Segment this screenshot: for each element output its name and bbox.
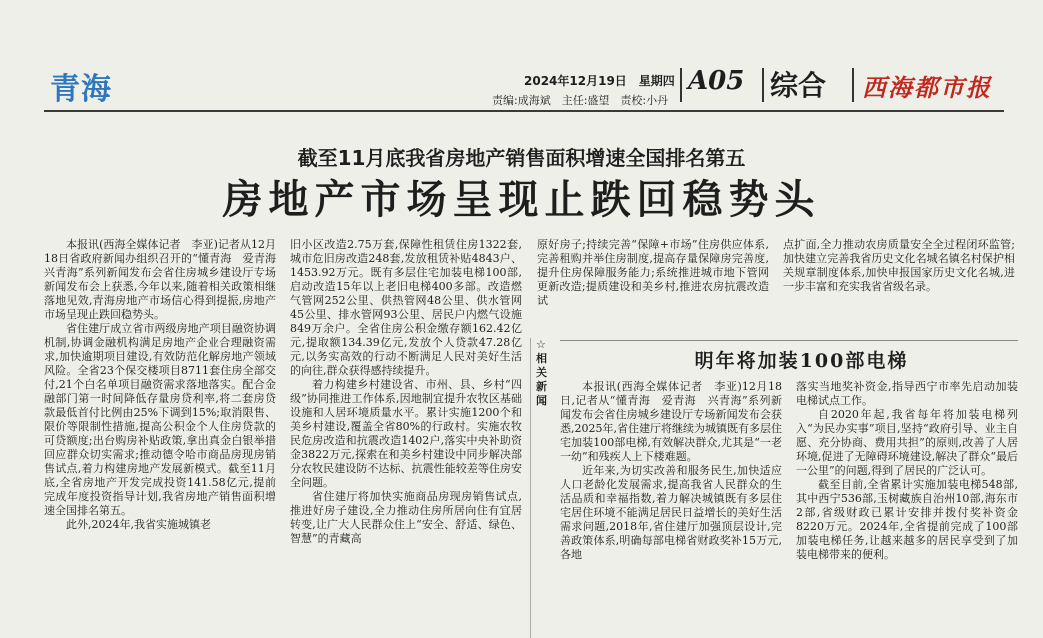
related-divider (530, 338, 531, 638)
article-column-4 (783, 238, 1015, 322)
paragraph: 省住建厅将加快实施商品房现房销售试点,推进好房子建设,全力推动住房所居向住有宜居转变,让广大人民群众住上“安全、舒适、绿色、智慧”的青藏高 (290, 490, 522, 545)
paragraph: 原好房子;持续完善“保障+市场”住房供应体系,完善租购并举住房制度,提高存量保障房完善度,提升住房保障服务能力;系统推进城市地下管网更新改造;提质建设和美乡村,推进农房抗震改造试 (537, 238, 769, 307)
newspaper-logo: 西海都市报 (862, 73, 992, 102)
masthead-rule (44, 110, 1004, 112)
paragraph: 省住建厅成立省市两级房地产项目融资协调机制,协调金融机构满足房地产企业合理融资需求,加快逾期项目建设,有效防范化解房地产领域风险。全省23个保交楼项目8711套住房全部交付,21个白名单项目融资需求落地落实。配合金融部门第一时间降低存量房贷利率,将二套房贷款最低首付比例由25%下调到15%;取消限售、限价等限制性措施,提高公积金个人住房贷款的可贷额度;出台购房补贴政策,拿出真金白银举措回应群众切实需求;推动德令哈市商品房现房销售试点,着力构建房地产发展新模式。截至11月底,全省房地产开发完成投资141.58亿元,提前完成年度投资指导计划,我省房地产销售面积增速全国排名第五。 (44, 322, 276, 517)
paragraph: 自2020年起,我省每年将加装电梯列入“为民办实事”项目,坚持“政府引导、业主自愿、充分协商、费用共担”的原则,改善了人居环境,促进了无障碍环境建设,解决了群众“最后一公里”的问题,得到了居民的广泛认可。 (796, 408, 1018, 477)
article-kicker: 截至11月底我省房地产销售面积增速全国排名第五 (297, 146, 746, 170)
dateline: 2024年12月19日 星期四 (524, 74, 675, 88)
paragraph: 落实当地奖补资金,指导西宁市率先启动加装电梯试点工作。 (796, 380, 1018, 407)
section-title: 青海 (50, 72, 112, 107)
paragraph: 截至目前,全省累计实施加装电梯548部,其中西宁536部,玉树藏族自治州10部,海东市2部,省级财政已累计安排并拨付奖补资金8220万元。2024年,全省提前完成了100部加装电梯任务,让越来越多的居民享受到了加装电梯带来的便利。 (796, 478, 1018, 561)
related-column-2 (796, 380, 1018, 638)
column-name: 综合 (770, 69, 827, 102)
masthead-divider (762, 68, 764, 102)
paragraph: 点扩面,全力推动农房质量安全全过程闭环监管;加快建立完善我省历史文化名城名镇名村保护相关规章制度体系,加快申报国家历史文化名城,进一步丰富和充实我省省级名录。 (783, 238, 1015, 293)
paragraph: 本报讯(西海全媒体记者 李亚)12月18日,记者从“懂青海 爱青海 兴青海”系列新闻发布会省住房城乡建设厅专场新闻发布会获悉,2025年,省住建厅将继续为城镇既有多层住宅加装100部电梯,有效解决群众,尤其是“一老一幼”和残疾人上下楼难题。 (560, 380, 782, 463)
article-column-2 (290, 238, 522, 638)
paragraph: 着力构建乡村建设省、市州、县、乡村“四级”协同推进工作体系,因地制宜提升农牧区基础设施和人居环境质量水平。累计实施1200个和美乡村建设,覆盖全省80%的行政村。实施农牧民危房改造和抗震改造1402户,落实中央补助资金3822万元,探索在和美乡村建设中同步解决部分农牧民建设防不达标、抗震性能较差等住房安全问题。 (290, 378, 522, 489)
article-column-3 (537, 238, 769, 322)
masthead (44, 60, 1004, 110)
paragraph: 本报讯(西海全媒体记者 李亚)记者从12月18日省政府新闻办组织召开的“懂青海 爱青海 兴青海”系列新闻发布会省住房城乡建设厅专场新闻发布会上获悉,今年以来,随着相关政策相继落地见效,青海房地产市场信心得到提振,房地产市场呈现止跌回稳势头。 (44, 238, 287, 321)
editor-credits: 责编:成海斌 主任:盛望 责校:小丹 (492, 94, 669, 107)
masthead-divider (852, 68, 854, 102)
article-headline: 房地产市场呈现止跌回稳势头 (222, 176, 821, 223)
page-number: A05 (688, 66, 745, 96)
related-news-label: ☆相关新闻 (536, 338, 547, 407)
related-column-1 (560, 380, 782, 638)
paragraph: 旧小区改造2.75万套,保障性租赁住房1322套,城市危旧房改造248套,发放租赁补贴4843户、1453.92万元。既有多层住宅加装电梯100部,启动改造15年以上老旧电梯400多部。改造燃气管网252公里、供热管网48公里、供水管网45公里、排水管网93公里、居民户内燃气设施849万余户。全省住房公积金缴存额162.42亿元,提取额134.39亿元,发放个人贷款47.28亿元,以务实高效的行动不断满足人民对美好生活的向往,群众获得感持续提升。 (290, 238, 522, 377)
related-top-rule (560, 340, 1018, 341)
paragraph: 近年来,为切实改善和服务民生,加快适应人口老龄化发展需求,提高我省人民群众的生活品质和幸福指数,着力解决城镇既有多层住宅居住环境不能满足居民日益增长的美好生活需求问题,2018年,省住建厅加强顶层设计,完善政策体系,明确每部电梯省财政奖补15万元,各地 (560, 464, 782, 561)
article-column-1 (44, 238, 287, 638)
related-headline: 明年将加装100部电梯 (694, 350, 909, 372)
masthead-divider (680, 68, 682, 102)
paragraph: 此外,2024年,我省实施城镇老 (66, 518, 211, 531)
